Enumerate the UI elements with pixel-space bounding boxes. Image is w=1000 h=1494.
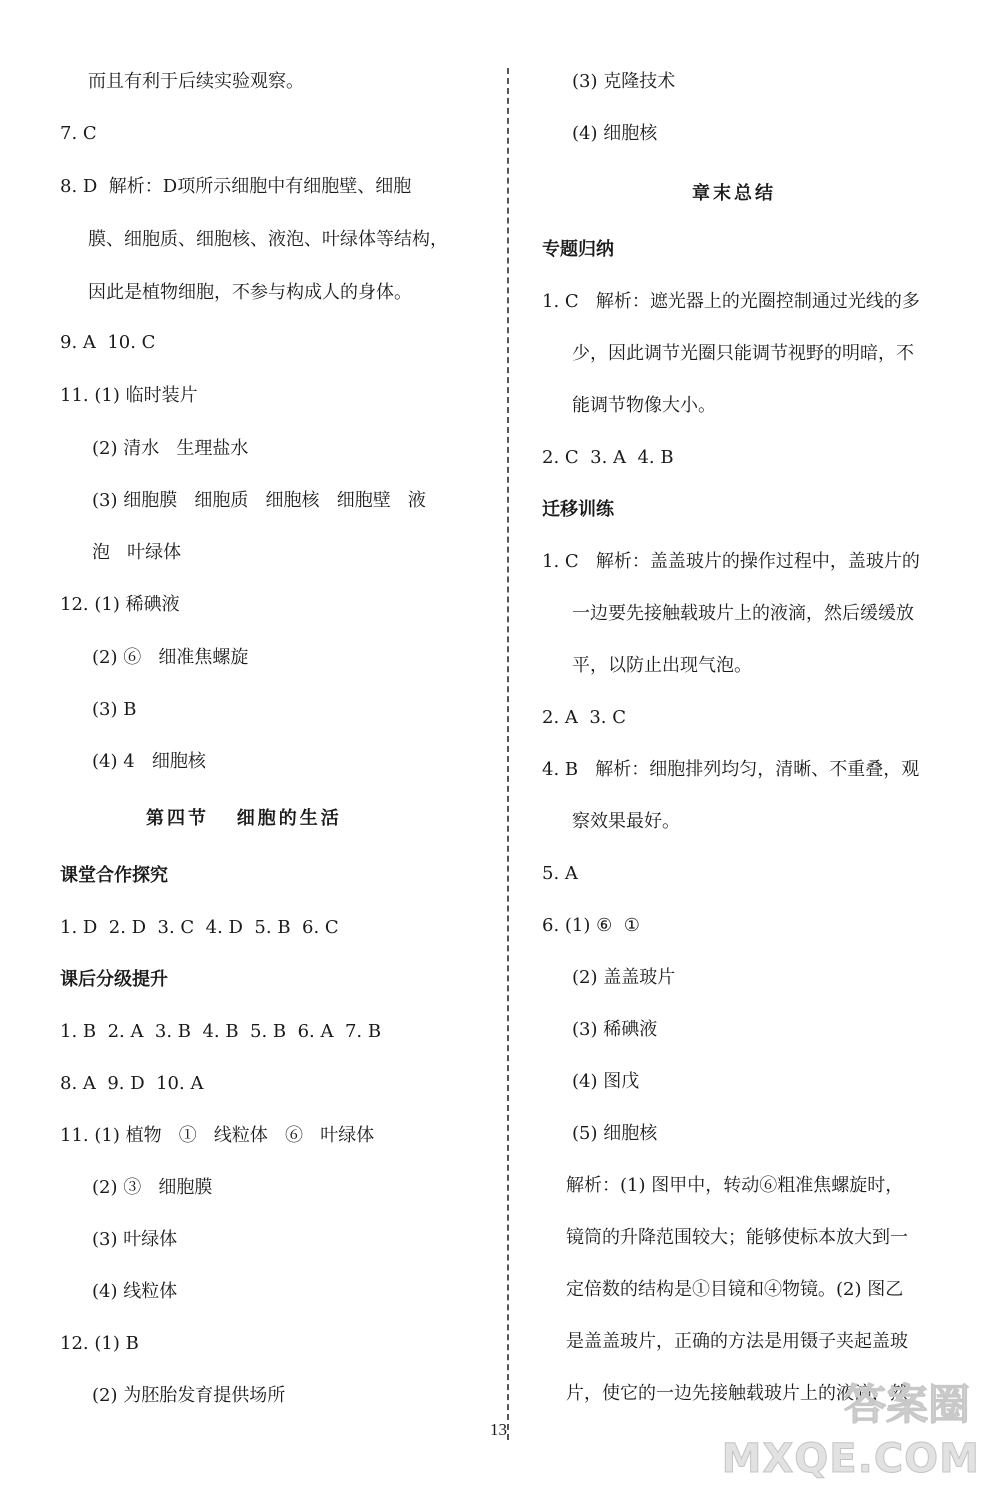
answer-line: 7. C [60,123,97,144]
answer-line: 8. A 9. D 10. A [60,1073,204,1094]
text-line: 平，以防止出现气泡。 [572,655,752,676]
sub-answer-line: (4) 图戊 [572,1071,640,1092]
section-heading: 课堂合作探究 [60,865,168,886]
sub-answer-line: (4) 4 细胞核 [92,751,206,772]
section-heading: 课后分级提升 [60,969,168,990]
watermark-url: MXQE.COM [721,1436,980,1482]
sub-answer-line: 泡 叶绿体 [92,542,182,563]
explanation-line: 定倍数的结构是①目镜和④物镜。(2) 图乙 [566,1279,904,1300]
sub-answer-line: (2) 盖盖玻片 [572,967,676,988]
explanation-line: 片，使它的一边先接触载玻片上的液滴，然 [566,1383,908,1404]
text-line: 能调节物像大小。 [572,395,716,416]
text-line: 少，因此调节光圈只能调节视野的明暗，不 [572,343,914,364]
sub-answer-line: (3) 稀碘液 [572,1019,658,1040]
answer-line: 1. D 2. D 3. C 4. D 5. B 6. C [60,917,339,938]
answer-line: 5. A [542,863,578,884]
answer-line: 9. A 10. C [60,332,156,353]
answer-line: 12. (1) B [60,1333,139,1354]
sub-answer-line: (2) 清水 生理盐水 [92,438,249,459]
answer-line: 1. C 解析：盖盖玻片的操作过程中，盖玻片的 [542,551,920,572]
sub-answer-line: (3) B [92,699,137,720]
section-heading: 迁移训练 [542,499,614,520]
answer-line: 11. (1) 植物 ① 线粒体 ⑥ 叶绿体 [60,1125,375,1146]
explanation-line: 是盖盖玻片，正确的方法是用镊子夹起盖玻 [566,1331,908,1352]
explanation-line: 镜筒的升降范围较大；能够使标本放大到一 [566,1227,908,1248]
page-number: 13 [490,1420,507,1439]
sub-answer-line: (3) 细胞膜 细胞质 细胞核 细胞壁 液 [92,490,426,511]
answer-line: 11. (1) 临时装片 [60,385,198,406]
text-line: 而且有利于后续实验观察。 [88,71,304,92]
text-line: 察效果最好。 [572,811,680,832]
answer-line: 2. C 3. A 4. B [542,447,674,468]
explanation-line: 解析：(1) 图甲中，转动⑥粗准焦螺旋时， [566,1175,904,1196]
answer-line: 2. A 3. C [542,707,627,728]
answer-line: 12. (1) 稀碘液 [60,594,180,615]
sub-answer-line: (3) 克隆技术 [572,71,676,92]
answer-line: 1. B 2. A 3. B 4. B 5. B 6. A 7. B [60,1021,382,1042]
sub-answer-line: (3) 叶绿体 [92,1229,178,1250]
watermark-text: 答案圈 [843,1380,970,1429]
section-title: 第四节 细胞的生活 [146,808,342,829]
text-line: 一边要先接触载玻片上的液滴，然后缓缓放 [572,603,914,624]
text-line: 膜、细胞质、细胞核、液泡、叶绿体等结构， [88,229,448,250]
answer-line: 6. (1) ⑥ ① [542,915,640,936]
answer-line: 4. B 解析：细胞排列均匀，清晰、不重叠，观 [542,759,920,780]
sub-answer-line: (2) ⑥ 细准焦螺旋 [92,647,249,668]
answer-line: 8. D 解析：D项所示细胞中有细胞壁、细胞 [60,176,412,197]
sub-answer-line: (2) 为胚胎发育提供场所 [92,1385,286,1406]
text-line: 因此是植物细胞，不参与构成人的身体。 [88,282,412,303]
sub-answer-line: (5) 细胞核 [572,1123,658,1144]
sub-answer-line: (4) 细胞核 [572,123,658,144]
section-heading: 专题归纳 [542,239,614,260]
section-title: 章末总结 [692,183,776,204]
sub-answer-line: (2) ③ 细胞膜 [92,1177,213,1198]
column-divider [507,68,509,1440]
answer-line: 1. C 解析：遮光器上的光圈控制通过光线的多 [542,291,920,312]
sub-answer-line: (4) 线粒体 [92,1281,178,1302]
